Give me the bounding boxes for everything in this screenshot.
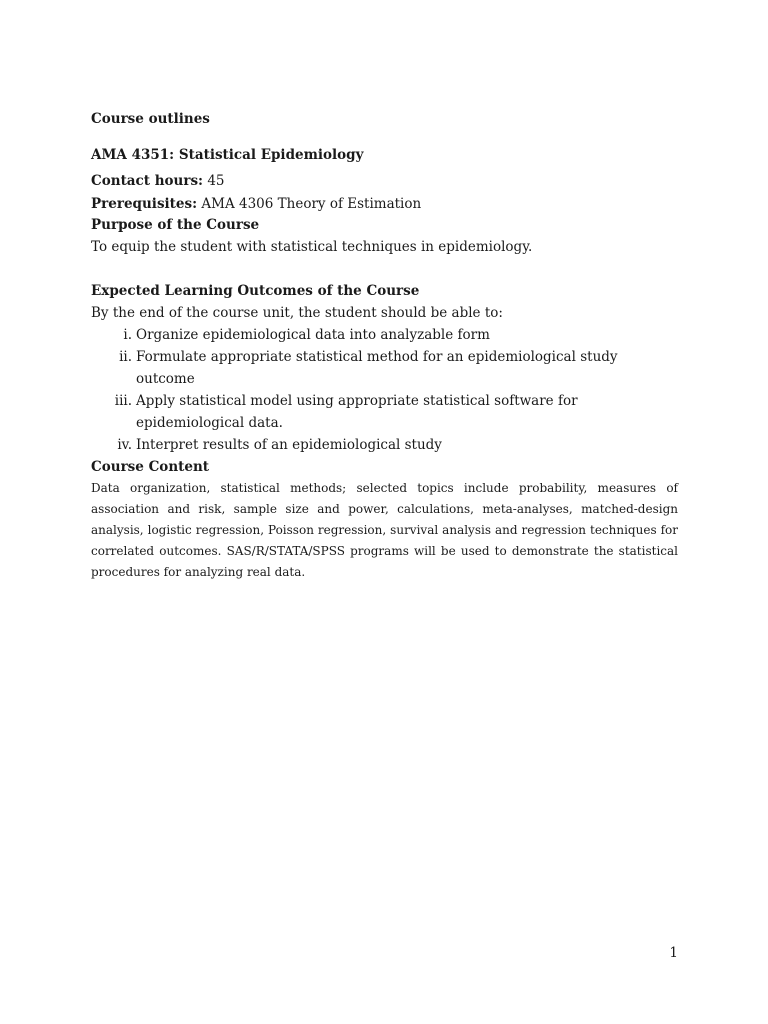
outcome-number: iii. — [114, 393, 132, 409]
outcome-text: Apply statistical model using appropriate statistical software for epidemiological data. — [136, 393, 578, 431]
outcomes-heading: Expected Learning Outcomes of the Course — [91, 283, 420, 299]
outcomes-list — [91, 324, 678, 456]
outcome-item — [91, 346, 678, 390]
outcome-text: Formulate appropriate statistical method for an epidemiological study outcome — [136, 349, 618, 387]
purpose-heading: Purpose of the Course — [91, 217, 260, 233]
contact-hours-label: Contact hours: — [91, 173, 204, 189]
outcome-number: iv. — [117, 437, 132, 453]
course-content-text: Data organization, statistical methods; selected topics include probability, measures of association and risk, sample size and power, calculations, meta-analyses, matched-design analysis, logistic regression, Poisson regression, survival analysis and regression techniques for correlated outcomes. SAS/R/STATA/SPSS programs will be used to demonstrate the statistical procedures for analyzing real data. — [91, 481, 678, 579]
prerequisites-label: Prerequisites: — [91, 196, 198, 212]
outcome-item — [91, 390, 678, 434]
prerequisites-value: AMA 4306 Theory of Estimation — [201, 196, 422, 212]
outcome-number: ii. — [119, 349, 132, 365]
course-content-heading: Course Content — [91, 459, 210, 475]
outcome-number: i. — [123, 327, 132, 343]
outcome-text: Interpret results of an epidemiological study — [136, 437, 442, 453]
outcome-item — [91, 434, 678, 456]
prerequisites-line — [91, 193, 678, 215]
purpose-text: To equip the student with statistical techniques in epidemiology. — [91, 239, 533, 255]
outcomes-intro: By the end of the course unit, the student should be able to: — [91, 305, 503, 321]
course-title: AMA 4351: Statistical Epidemiology — [91, 147, 364, 163]
page-heading: Course outlines — [91, 111, 210, 127]
outcome-item — [91, 324, 678, 346]
contact-hours-line — [91, 170, 678, 192]
page-number: 1 — [669, 945, 678, 961]
outcome-text: Organize epidemiological data into analyzable form — [136, 327, 490, 343]
contact-hours-value: 45 — [207, 173, 225, 189]
